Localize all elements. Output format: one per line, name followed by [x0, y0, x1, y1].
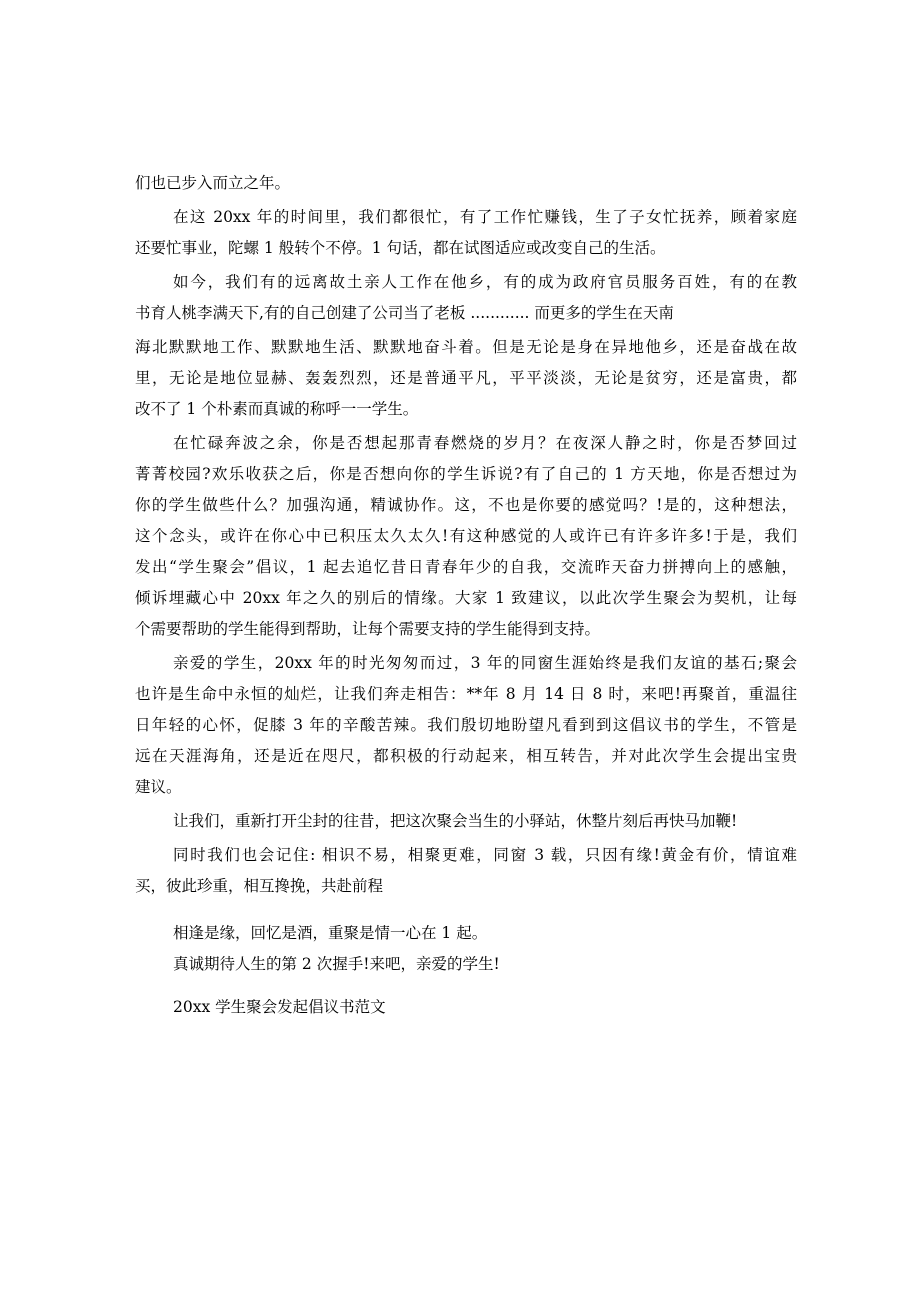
- text-line: 在忙碌奔波之余，你是否想起那青春燃烧的岁月？在夜深人静之时，你是否梦回过: [173, 434, 797, 452]
- text-line: 也许是生命中永恒的灿烂，让我们奔走相告：**年 8 月 14 日 8 时，来吧!再聚首，重温往: [135, 685, 797, 703]
- closing-line-1: 相逢是缘，回忆是酒，重聚是情一心在 1 起。: [173, 924, 488, 942]
- text-line: 同时我们也会记住: 相识不易，相聚更难，同窗 3 载，只因有缘!黄金有价，情谊难: [173, 846, 797, 864]
- text-line: 还要忙事业，陀螺 1 般转个不停。1 句话，都在试图适应或改变自己的生活。: [135, 239, 666, 257]
- document-page: [135, 168, 797, 1023]
- text-line: 亲爱的学生，20xx 年的时光匆匆而过，3 年的同窗生涯始终是我们友谊的基石;聚会: [173, 654, 797, 672]
- text-line: 这个念头，或许在你心中已积压太久太久!有这种感觉的人或许已有许多许多!于是，我们: [135, 527, 797, 545]
- text-line: 如今，我们有的远离故土亲人工作在他乡，有的成为政府官员服务百姓，有的在教: [173, 273, 797, 291]
- spacer: [135, 902, 797, 918]
- text-line: 里，无论是地位显赫、轰轰烈烈，还是普通平凡，平平淡淡，无论是贫穷，还是富贵，都: [135, 369, 797, 387]
- closing-line-2: 真诚期待人生的第 2 次握手!来吧，亲爱的学生!: [173, 955, 500, 973]
- text-line: 改不了 1 个朴素而真诚的称呼一一学生。: [135, 400, 419, 418]
- text-line: 远在天涯海角，还是近在咫尺，都积极的行动起来，相互转告，并对此次学生会提出宝贵: [135, 747, 797, 765]
- text-line: 倾诉埋藏心中 20xx 年之久的别后的情缘。大家 1 致建议，以此次学生聚会为契机，让每: [135, 589, 797, 607]
- text-line: 发出“学生聚会”倡议，1 起去追忆昔日青春年少的自我，交流昨天奋力拼搏向上的感触，: [135, 558, 797, 576]
- text-line: 日年轻的心怀，促膝 3 年的辛酸苦辣。我们殷切地盼望凡看到到这倡议书的学生，不管是: [135, 716, 797, 734]
- text-line: 你的学生做些什么？加强沟通，精诚协作。这，不也是你要的感觉吗？!是的，这种想法，: [135, 496, 797, 514]
- document-title: 20xx 学生聚会发起倡议书范文: [173, 998, 386, 1016]
- text-line: 让我们，重新打开尘封的往昔，把这次聚会当生的小驿站，休整片刻后再快马加鞭!: [173, 812, 738, 830]
- text-line: 海北默默地工作、默默地生活、默默地奋斗着。但是无论是身在异地他乡，还是奋战在故: [135, 338, 797, 356]
- text-line: 买，彼此珍重，相互搀挽，共赴前程: [135, 877, 384, 895]
- text-line: 建议。: [135, 778, 182, 796]
- text-line: 们也已步入而立之年。: [135, 174, 291, 192]
- text-line: 个需要帮助的学生能得到帮助，让每个需要支持的学生能得到支持。: [135, 620, 601, 638]
- text-line: 菁菁校园?欢乐收获之后，你是否想向你的学生诉说?有了自己的 1 方天地，你是否想过为: [135, 465, 797, 483]
- document-body: [135, 168, 797, 902]
- text-line: 在这 20xx 年的时间里，我们都很忙，有了工作忙赚钱，生了子女忙抚养，顾着家庭: [173, 208, 797, 226]
- text-line: 书育人桃李满天下,有的自己创建了公司当了老板 ............ 而更多的学生在天南: [135, 304, 674, 322]
